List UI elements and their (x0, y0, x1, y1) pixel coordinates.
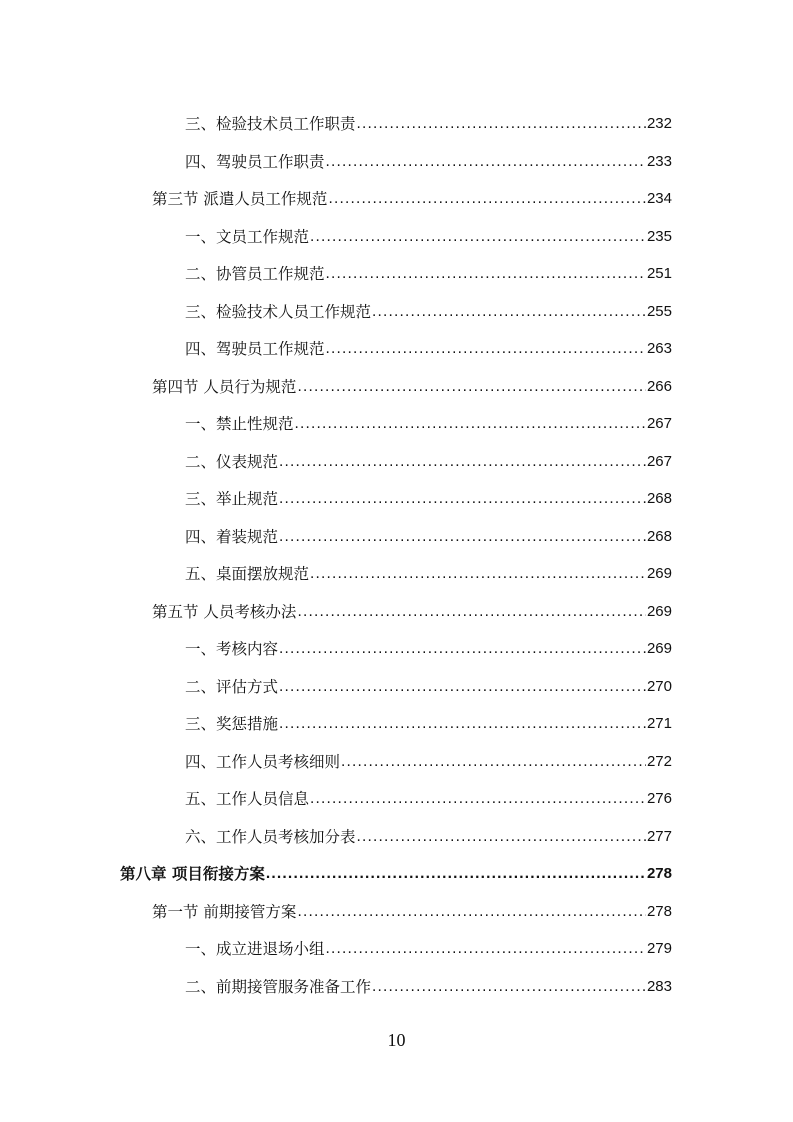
toc-entry[interactable] (185, 405, 672, 435)
toc-entry-page: 269 (646, 602, 672, 620)
dot-leader (326, 338, 646, 360)
dot-leader (279, 638, 646, 660)
toc-entry-page: 263 (646, 340, 672, 357)
toc-entry-page: 233 (646, 152, 672, 170)
toc-entry-page: 267 (646, 415, 672, 432)
dot-leader (279, 488, 646, 510)
toc-entry-page: 279 (646, 940, 672, 957)
dot-leader (341, 751, 646, 773)
dot-leader (279, 451, 646, 473)
toc-entry-page: 235 (646, 227, 672, 245)
dot-leader (279, 526, 646, 548)
toc-entry-page: 268 (646, 490, 672, 507)
toc-entry-page: 269 (646, 565, 672, 582)
toc-entry-title: 第一节 前期接管方案 (152, 902, 297, 921)
dot-leader (310, 788, 646, 810)
toc-entry-title: 第三节 派遣人员工作规范 (152, 190, 328, 208)
dot-leader (295, 413, 646, 435)
toc-entry[interactable] (185, 668, 672, 698)
toc-entry-title: 四、驾驶员工作规范 (185, 340, 325, 358)
toc-entry-page: 255 (646, 302, 672, 320)
toc-entry-title: 第五节 人员考核办法 (152, 602, 297, 621)
toc-entry-page: 278 (646, 865, 672, 882)
dot-leader (357, 113, 646, 135)
toc-entry-title: 五、工作人员信息 (185, 790, 310, 808)
toc-entry-title: 二、前期接管服务准备工作 (185, 977, 372, 996)
toc-entry[interactable] (185, 143, 672, 173)
dot-leader (357, 826, 646, 848)
toc-entry[interactable] (185, 630, 672, 660)
toc-entry-title: 三、检验技术员工作职责 (185, 115, 356, 133)
dot-leader (297, 901, 646, 923)
toc-entry[interactable] (152, 893, 672, 923)
toc-entry[interactable] (185, 255, 672, 285)
toc-entry[interactable] (185, 443, 672, 473)
dot-leader (372, 976, 646, 998)
toc-entry[interactable] (152, 180, 672, 210)
toc-entry[interactable] (185, 105, 672, 135)
toc-entry[interactable] (152, 368, 672, 398)
toc-entry[interactable] (185, 293, 672, 323)
toc-entry[interactable] (185, 218, 672, 248)
toc-entry-page: 278 (646, 902, 672, 920)
toc-entry[interactable] (185, 743, 672, 773)
dot-leader (326, 263, 646, 285)
toc-entry-page: 269 (646, 640, 672, 657)
toc-entry-title: 二、协管员工作规范 (185, 265, 325, 283)
dot-leader (310, 563, 646, 585)
toc-entry-title: 四、着装规范 (185, 527, 279, 546)
toc-entry-title: 一、成立进退场小组 (185, 940, 325, 958)
toc-entry-title: 一、文员工作规范 (185, 227, 310, 246)
toc-entry-title: 三、检验技术人员工作规范 (185, 302, 372, 321)
dot-leader (326, 151, 646, 173)
toc-entry-title: 三、奖惩措施 (185, 715, 279, 733)
toc-entry-title: 五、桌面摆放规范 (185, 565, 310, 583)
dot-leader (297, 376, 646, 398)
toc-entry-page: 234 (646, 190, 672, 207)
toc-entry[interactable] (185, 780, 672, 810)
toc-entry[interactable] (185, 968, 672, 998)
toc-entry-title: 二、评估方式 (185, 677, 279, 696)
toc-entry-page: 270 (646, 677, 672, 695)
toc-entry-page: 271 (646, 715, 672, 732)
toc-entry-page: 232 (646, 115, 672, 132)
toc-entry-title: 四、工作人员考核细则 (185, 752, 341, 771)
toc-entry-title: 一、禁止性规范 (185, 415, 294, 433)
toc-entry-page: 276 (646, 790, 672, 807)
toc-entry-page: 268 (646, 527, 672, 545)
toc-entry-title: 三、举止规范 (185, 490, 279, 508)
dot-leader (372, 301, 646, 323)
dot-leader (310, 226, 646, 248)
toc-entry-chapter[interactable] (120, 855, 672, 885)
toc-entry-title: 第四节 人员行为规范 (152, 377, 297, 396)
toc-entry[interactable] (185, 480, 672, 510)
dot-leader (266, 863, 646, 885)
toc-entry-title: 四、驾驶员工作职责 (185, 152, 325, 171)
dot-leader (326, 938, 646, 960)
toc-entry-page: 266 (646, 377, 672, 395)
toc-entry[interactable] (185, 930, 672, 960)
toc-entry-title: 一、考核内容 (185, 640, 279, 658)
toc-entry-page: 251 (646, 265, 672, 282)
dot-leader (297, 601, 646, 623)
toc-entry-page: 277 (646, 827, 672, 845)
dot-leader (328, 188, 646, 210)
toc-entry-title: 二、仪表规范 (185, 452, 279, 471)
toc-entry[interactable] (185, 705, 672, 735)
toc-entry-page: 283 (646, 977, 672, 995)
dot-leader (279, 676, 646, 698)
toc-entry[interactable] (185, 518, 672, 548)
toc-entry[interactable] (152, 593, 672, 623)
toc-entry-title: 第八章 项目衔接方案 (120, 865, 265, 883)
toc-entry[interactable] (185, 818, 672, 848)
toc-entry[interactable] (185, 330, 672, 360)
toc-entry-title: 六、工作人员考核加分表 (185, 827, 356, 846)
dot-leader (279, 713, 646, 735)
toc-entry[interactable] (185, 555, 672, 585)
toc-entry-page: 272 (646, 752, 672, 770)
page-number: 10 (387, 1030, 406, 1050)
toc-entry-page: 267 (646, 452, 672, 470)
